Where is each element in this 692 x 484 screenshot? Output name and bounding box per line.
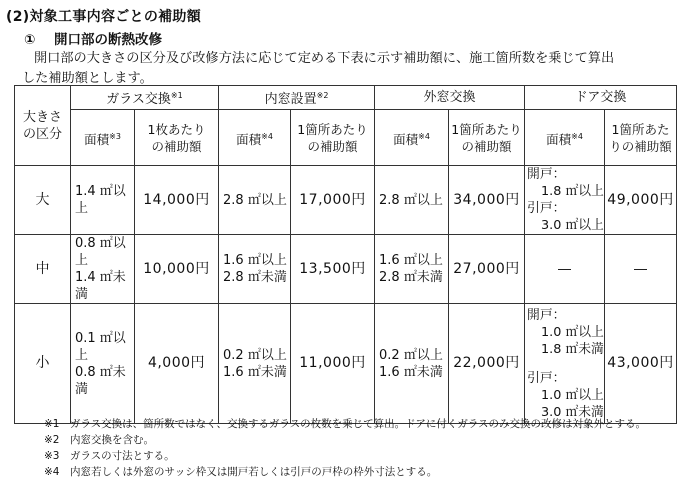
area-line: ― [558, 261, 572, 277]
subsidy-table [14, 85, 677, 424]
size-cell: 小 [15, 304, 71, 424]
area-line: 2.8 ㎡未満 [223, 270, 287, 285]
inner-area-cell [219, 304, 291, 424]
paragraph-line-1: 開口部の大きさの区分及び改修方法に応じて定める下表に示す補助額に、施工箇所数を乗じて算出 [34, 51, 615, 66]
table-row [15, 304, 677, 424]
door-area-cell [525, 166, 605, 235]
area-line: 1.6 ㎡未満 [223, 364, 287, 380]
door-area-mark: ※4 [571, 131, 583, 141]
area-line: 1.0 ㎡以上 [541, 387, 604, 403]
paragraph-line-2: した補助額とします。 [22, 71, 153, 86]
inner-area-header [219, 110, 291, 166]
outer-area-cell [375, 166, 449, 235]
glass-area-cell [71, 166, 135, 235]
outer-amount-cell: 34,000円 [449, 166, 525, 235]
area-line: 1.6 ㎡以上 [379, 253, 443, 268]
area-line: 2.8 ㎡以上 [223, 192, 287, 208]
subsection-title [24, 28, 162, 48]
glass-amount-header [135, 110, 219, 166]
door-amount-cell: 43,000円 [605, 304, 677, 424]
glass-area-cell [71, 235, 135, 304]
outer-header [375, 86, 525, 110]
area-line: 0.8 ㎡以上 [75, 236, 126, 268]
door-type-label: 引戸： [527, 201, 566, 216]
door-amount-cell: 49,000円 [605, 166, 677, 235]
outer-area-label: 面積 [393, 131, 419, 147]
door-area-cell [525, 235, 605, 304]
door-type-label: 開戸： [527, 167, 566, 182]
size-header-text: 大きさの区分 [22, 109, 62, 142]
footnote-2: ※2 内窓交換を含む。 [44, 434, 154, 446]
subsection-text: 開口部の断熱改修 [54, 32, 162, 48]
outer-amount-cell: 22,000円 [449, 304, 525, 424]
door-area-label: 面積 [546, 131, 572, 147]
table-row [15, 235, 677, 304]
footnote-3: ※3 ガラスの寸法とする。 [44, 450, 175, 462]
glass-header-label: ガラス交換 [106, 92, 171, 107]
outer-amount-header [449, 110, 525, 166]
glass-area-header [71, 110, 135, 166]
glass-header [71, 86, 219, 110]
glass-area-cell [71, 304, 135, 424]
area-line: 2.8 ㎡以上 [379, 192, 443, 208]
outer-amount-label: 1箇所あたりの補助額 [451, 121, 522, 154]
outer-area-mark: ※4 [418, 131, 430, 141]
inner-amount-header [291, 110, 375, 166]
subsection-number: ① [24, 32, 36, 48]
glass-amount-cell: 10,000円 [135, 235, 219, 304]
footnotes [44, 416, 684, 480]
area-line: 0.2 ㎡以上 [379, 347, 443, 363]
inner-header-label: 内窓設置 [264, 92, 317, 107]
glass-amount-cell: 14,000円 [135, 166, 219, 235]
door-amount-cell: ― [605, 235, 677, 304]
area-line: 3.0 ㎡未満 [541, 404, 604, 420]
area-line: 1.6 ㎡以上 [223, 253, 287, 268]
inner-amount-cell: 13,500円 [291, 235, 375, 304]
inner-amount-cell: 11,000円 [291, 304, 375, 424]
outer-area-cell [375, 304, 449, 424]
outer-area-cell [375, 235, 449, 304]
door-header [525, 86, 677, 110]
door-area-cell [525, 304, 605, 424]
area-line: 1.0 ㎡以上 [541, 324, 604, 340]
glass-area-label: 面積 [84, 131, 110, 147]
area-line: 3.0 ㎡以上 [541, 218, 604, 233]
door-amount-label: 1箇所あたりの補助額 [609, 121, 672, 154]
door-area-header [525, 110, 605, 166]
door-type-label: 引戸： [527, 370, 566, 386]
outer-header-label: 外窓交換 [423, 90, 476, 105]
glass-amount-label: 1枚あたりの補助額 [147, 121, 206, 154]
area-line: 1.6 ㎡未満 [379, 364, 443, 380]
spacer [527, 358, 604, 370]
footnote-1: ※1 ガラス交換は、箇所数ではなく、交換するガラスの枚数を乗じて算出。ドアに付くガラスのみ交換の改修は対象外とする。 [44, 418, 647, 430]
door-type-label: 開戸： [527, 307, 566, 323]
size-cell: 大 [15, 166, 71, 235]
area-line: 1.8 ㎡未満 [541, 341, 604, 357]
inner-amount-label: 1箇所あたりの補助額 [297, 121, 368, 154]
size-cell: 中 [15, 235, 71, 304]
outer-amount-cell: 27,000円 [449, 235, 525, 304]
area-line: 1.4 ㎡未満 [75, 270, 126, 302]
inner-area-cell [219, 235, 291, 304]
section-title: (2)対象工事内容ごとの補助額 [6, 9, 202, 25]
door-amount-header [605, 110, 677, 166]
inner-header-mark: ※2 [316, 91, 329, 100]
glass-area-mark: ※3 [109, 131, 121, 141]
inner-area-cell [219, 166, 291, 235]
size-header [15, 86, 71, 166]
inner-amount-cell: 17,000円 [291, 166, 375, 235]
footnote-4: ※4 内窓若しくは外窓のサッシ枠又は開戸若しくは引戸の戸枠の枠外寸法とする。 [44, 466, 438, 478]
table-row [15, 166, 677, 235]
inner-area-label: 面積 [236, 131, 262, 147]
area-line: 0.1 ㎡以上 [75, 330, 126, 363]
description-paragraph [22, 49, 664, 89]
inner-area-mark: ※4 [261, 131, 273, 141]
area-line: 0.2 ㎡以上 [223, 347, 287, 363]
glass-header-mark: ※1 [170, 91, 183, 100]
outer-area-header [375, 110, 449, 166]
area-line: 2.8 ㎡未満 [379, 270, 443, 285]
inner-header [219, 86, 375, 110]
area-line: 1.8 ㎡以上 [541, 184, 604, 199]
area-line: 1.4 ㎡以上 [75, 184, 126, 216]
glass-amount-cell: 4,000円 [135, 304, 219, 424]
area-line: 0.8 ㎡未満 [75, 364, 126, 397]
door-header-label: ドア交換 [574, 90, 627, 105]
